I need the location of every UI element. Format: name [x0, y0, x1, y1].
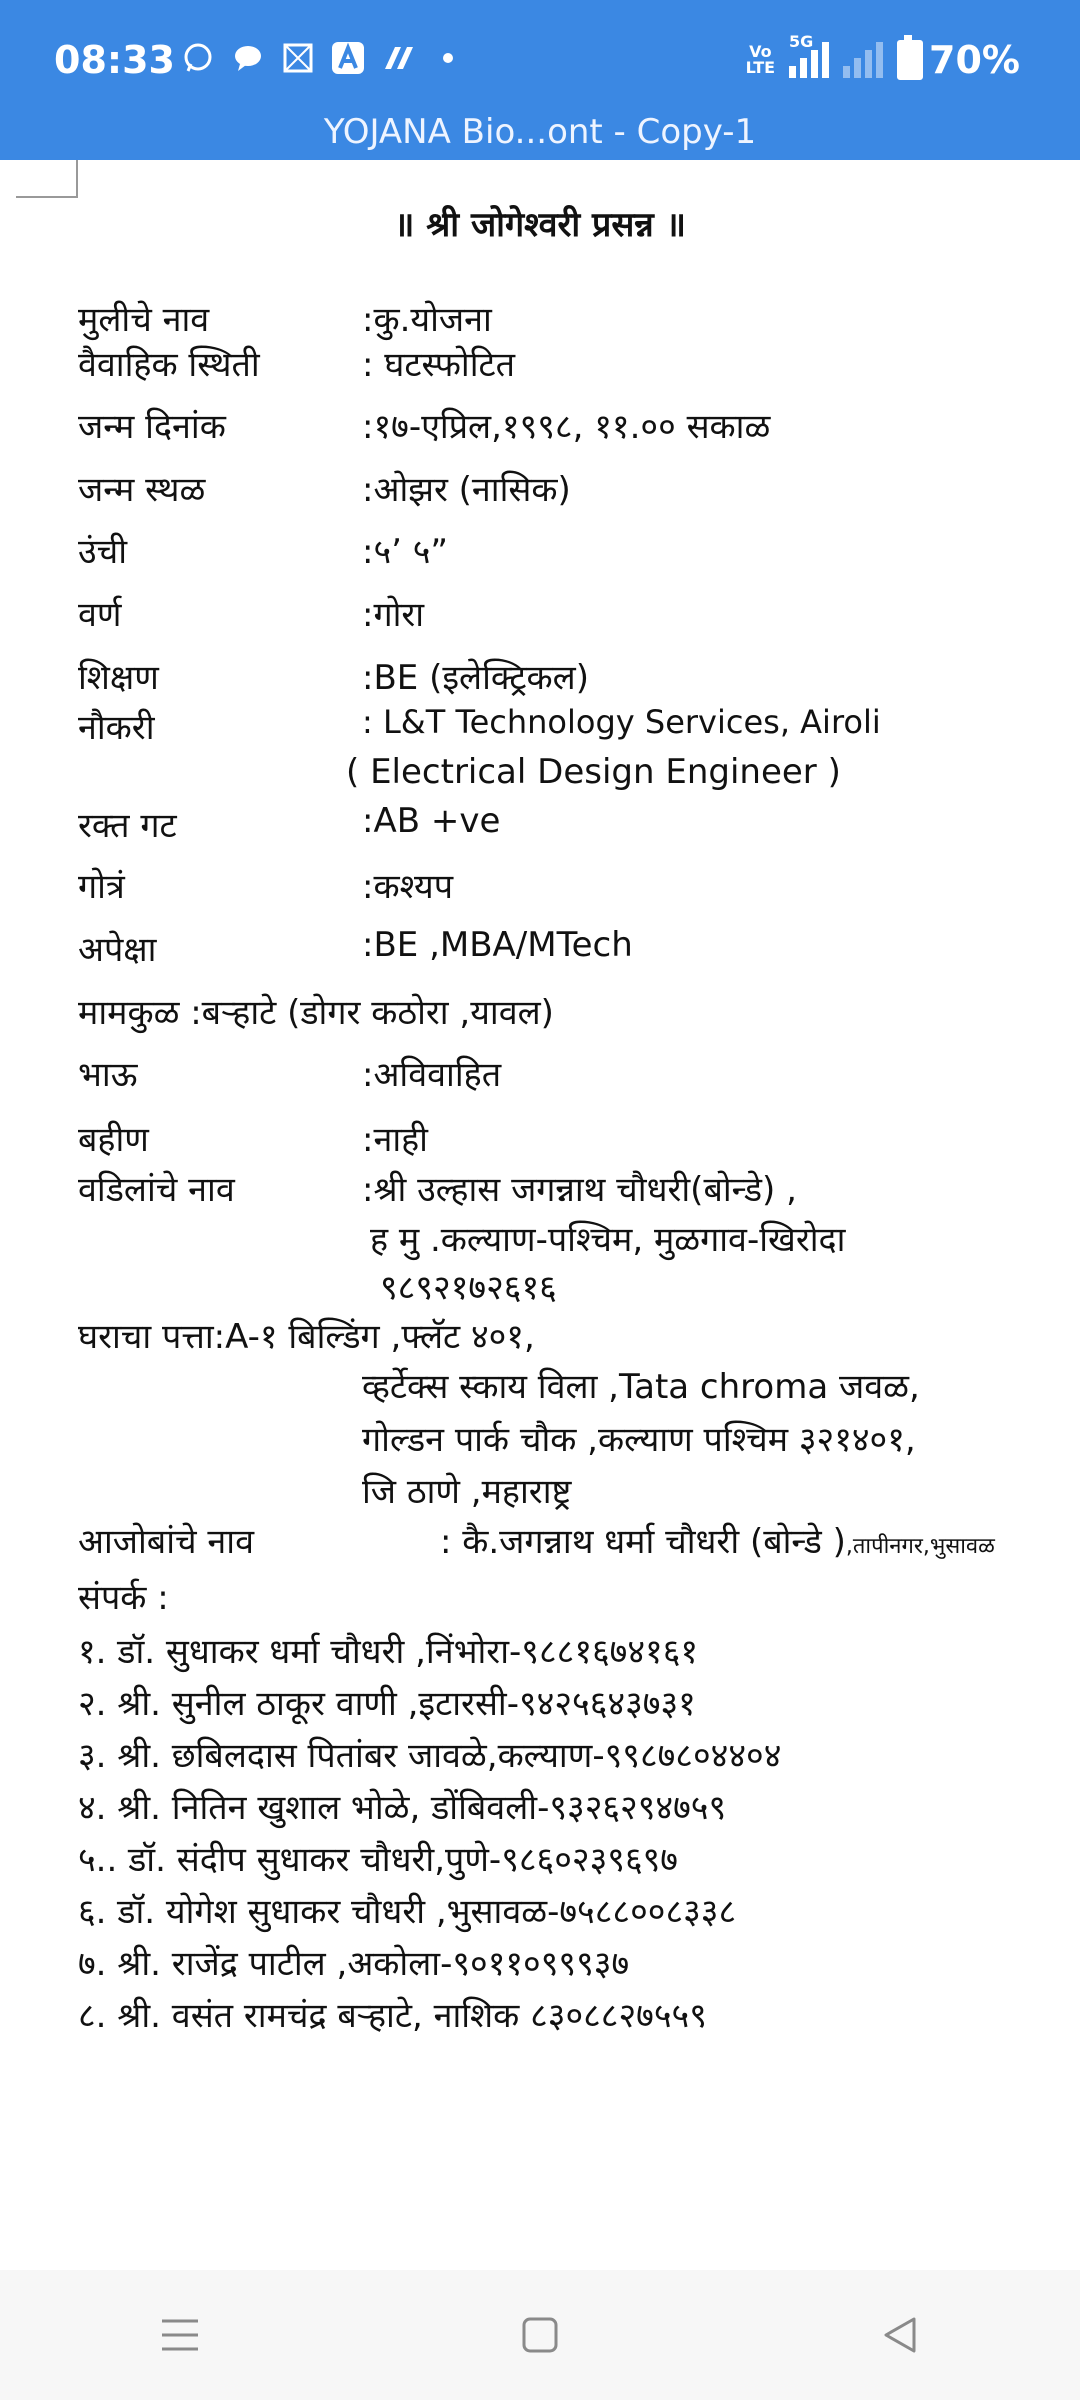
doc-heading: ॥ श्री जोगेश्वरी प्रसन्न ॥: [394, 205, 686, 245]
document-title[interactable]: YOJANA Bio...ont - Copy-1: [323, 112, 757, 152]
status-right-icons: [745, 32, 1020, 82]
field-label: जन्म दिनांक: [78, 407, 226, 447]
app-pen-icon: [380, 40, 416, 76]
volte-indicator: [746, 44, 775, 76]
document-page[interactable]: [0, 160, 1080, 2270]
field-value: :BE (इलेक्ट्रिकल): [362, 658, 589, 698]
volte-bottom: LTE: [745, 58, 776, 77]
field-value: :AB +ve: [362, 801, 501, 841]
battery-percent: 70%: [929, 38, 1020, 82]
field-value: :कश्यप: [362, 867, 454, 907]
contact-item: २. श्री. सुनील ठाकूर वाणी ,इटारसी-९४२५६४३७३१: [78, 1684, 696, 1724]
contact-item: ४. श्री. नितिन खुशाल भोळे, डोंबिवली-९३२६२९४७५९: [78, 1788, 727, 1828]
field-label: जन्म स्थळ: [78, 470, 206, 510]
field-label: अपेक्षा: [78, 930, 157, 970]
job-line-2: ( Electrical Design Engineer ): [346, 752, 841, 792]
father-line-3: ९८९२१७२६१६: [380, 1268, 557, 1308]
dot-icon: [430, 40, 466, 76]
address-line-2: व्हर्टेक्स स्काय विला ,Tata chroma जवळ,: [362, 1367, 920, 1407]
menu-icon[interactable]: [140, 2295, 220, 2375]
volte-top: Vo: [749, 42, 772, 61]
father-line-2: ह मु .कल्याण-पश्चिम, मुळगाव-खिरोदा: [370, 1220, 846, 1260]
field-label: नौकरी: [78, 708, 155, 748]
whatsapp-icon: [180, 40, 216, 76]
signal-5g: [789, 32, 829, 78]
battery-icon: [897, 40, 923, 80]
field-label: भाऊ: [78, 1055, 138, 1095]
field-label: मुलीचे नाव: [78, 300, 210, 340]
field-value: :गोरा: [362, 595, 425, 635]
net-type-label: 5G: [789, 32, 814, 51]
address-line-1: घराचा पत्ता:A-१ बिल्डिंग ,फ्लॅट ४०१,: [78, 1317, 535, 1357]
field-value: :अविवाहित: [362, 1055, 502, 1095]
contact-item: ३. श्री. छबिलदास पितांबर जावळे,कल्याण-९९८७८०४४०४: [78, 1736, 782, 1776]
battery-indicator: [897, 38, 1020, 82]
field-value: : घटस्फोटित: [362, 345, 516, 385]
field-value: :कु.योजना: [362, 300, 492, 340]
system-nav-bar: [0, 2270, 1080, 2400]
grandfather-place: ,तापीनगर,भुसावळ: [845, 1534, 995, 1559]
field-value: :१७-एप्रिल,१९९८, ११.०० सकाळ: [362, 407, 771, 447]
app-a-icon: [330, 40, 366, 76]
grandfather-value: [440, 1517, 995, 1563]
contact-item: ६. डॉ. योगेश सुधाकर चौधरी ,भुसावळ-७५८८००८३३८: [78, 1892, 737, 1932]
field-value: :ओझर (नासिक): [362, 470, 571, 510]
signal-weak-icon: [843, 42, 883, 78]
notification-icons: [180, 40, 466, 76]
field-label: रक्त गट: [78, 806, 177, 846]
mamkul-line: मामकुळ :बऱ्हाटे (डोगर कठोरा ,यावल): [78, 993, 554, 1033]
field-value: :BE ,MBA/MTech: [362, 925, 633, 965]
field-label: वैवाहिक स्थिती: [78, 345, 260, 385]
contact-item: ७. श्री. राजेंद्र पाटील ,अकोला-९०११०९९९३७: [78, 1944, 630, 1984]
field-value: : L&T Technology Services, Airoli: [362, 703, 881, 741]
contact-item: १. डॉ. सुधाकर धर्मा चौधरी ,निंभोरा-९८८१६७४१६१: [78, 1632, 699, 1672]
contact-label: संपर्क :: [78, 1578, 169, 1618]
field-label: शिक्षण: [78, 658, 159, 698]
field-value: :५’ ५”: [362, 532, 449, 572]
address-line-3: गोल्डन पार्क चौक ,कल्याण पश्चिम ३२१४०१,: [362, 1420, 916, 1460]
page-corner-mark: [16, 160, 78, 198]
chat-icon: [230, 40, 266, 76]
contact-item: ५.. डॉ. संदीप सुधाकर चौधरी,पुणे-९८६०२३९६९७: [78, 1840, 678, 1880]
status-bar: [0, 0, 1080, 92]
field-value: :श्री उल्हास जगन्नाथ चौधरी(बोन्डे) ,: [362, 1170, 797, 1210]
app-top-bar: [0, 0, 1080, 160]
field-label: उंची: [78, 532, 128, 572]
field-label: वडिलांचे नाव: [78, 1170, 235, 1210]
back-icon[interactable]: [860, 2295, 940, 2375]
field-value: :नाही: [362, 1120, 428, 1160]
field-label: गोत्रं: [78, 867, 125, 907]
status-time: 08:33: [54, 38, 175, 82]
grandfather-label: आजोबांचे नाव: [78, 1522, 254, 1562]
contact-item: ८. श्री. वसंत रामचंद्र बऱ्हाटे, नाशिक ८३०८८२७५५९: [78, 1996, 707, 2036]
home-icon[interactable]: [500, 2295, 580, 2375]
gallery-icon: [280, 40, 316, 76]
field-label: वर्ण: [78, 595, 122, 635]
address-line-4: जि ठाणे ,महाराष्ट्र: [362, 1472, 572, 1512]
grandfather-name: : कै.जगन्नाथ धर्मा चौधरी (बोन्डे ): [440, 1522, 846, 1562]
field-label: बहीण: [78, 1120, 149, 1160]
